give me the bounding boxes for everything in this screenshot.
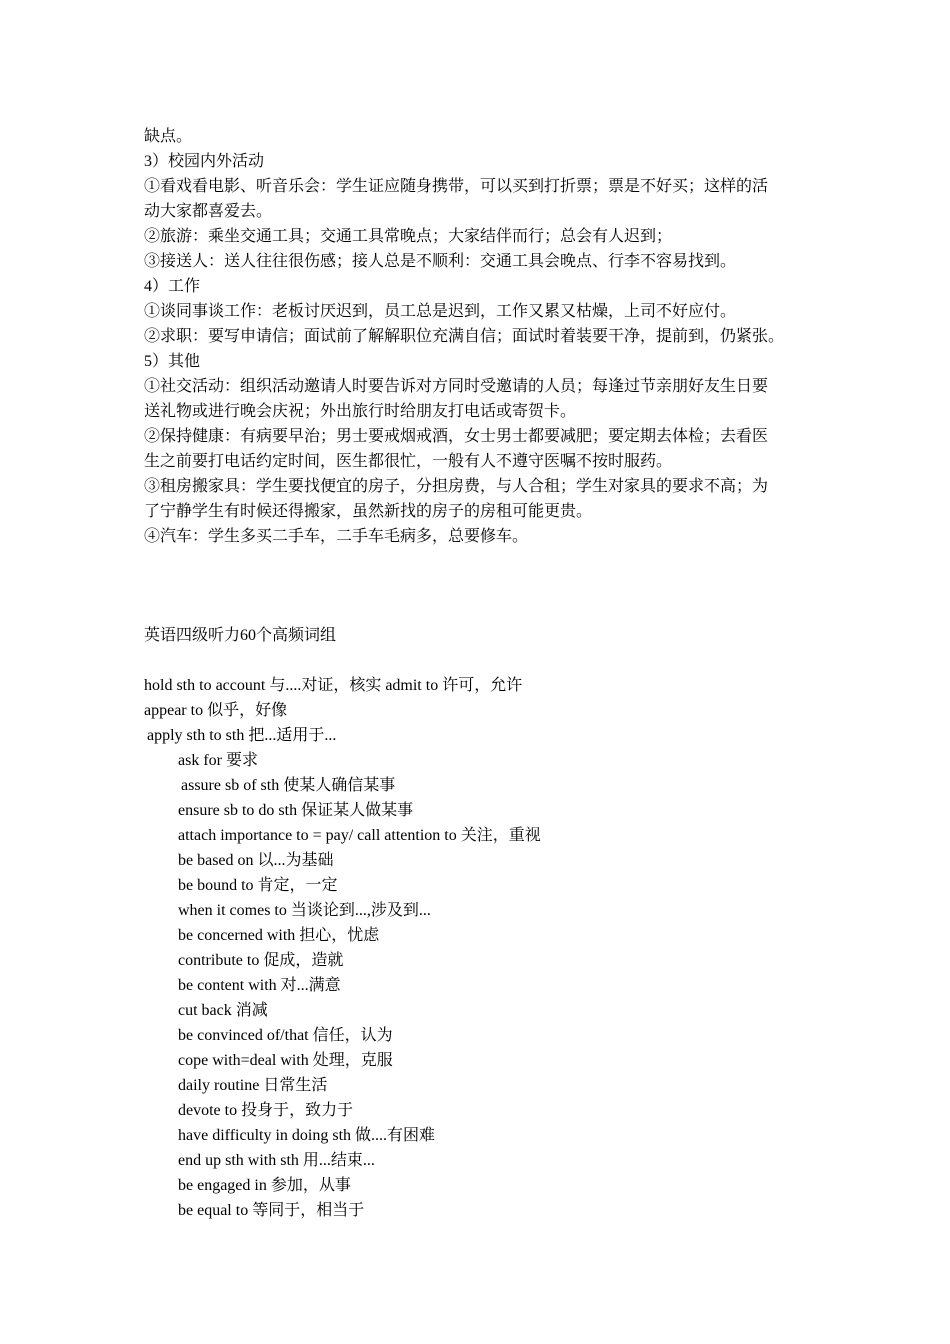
phrase-item: be concerned with 担心，忧虑	[178, 927, 380, 944]
phrase-item: ask for 要求	[178, 752, 258, 769]
text-line: ②保持健康：有病要早治；男士要戒烟戒酒，女士男士都要减肥；要定期去体检；去看医	[144, 428, 769, 445]
phrase-item: hold sth to account 与....对证，核实 admit to 许可，允许	[144, 677, 523, 694]
phrase-item: end up sth with sth 用...结束...	[178, 1152, 375, 1169]
phrase-item: be based on 以...为基础	[178, 852, 334, 869]
phrase-item: cope with=deal with 处理，克服	[178, 1052, 393, 1069]
phrase-item: devote to 投身于，致力于	[178, 1102, 354, 1119]
text-line: 生之前要打电话约定时间，医生都很忙，一般有人不遵守医嘱不按时服药。	[144, 453, 673, 470]
phrase-item: be convinced of/that 信任，认为	[178, 1027, 393, 1044]
text-line: 送礼物或进行晚会庆祝；外出旅行时给朋友打电话或寄贺卡。	[144, 403, 577, 420]
phrase-item: be content with 对...满意	[178, 977, 341, 994]
text-line: ①社交活动：组织活动邀请人时要告诉对方同时受邀请的人员；每逢过节亲朋好友生日要	[144, 378, 769, 395]
subheading-campus-activities: 3）校园内外活动	[144, 153, 265, 170]
text-line: ④汽车：学生多买二手车，二手车毛病多，总要修车。	[144, 528, 529, 545]
text-line: ③租房搬家具：学生要找便宜的房子，分担房费，与人合租；学生对家具的要求不高；为	[144, 478, 769, 495]
phrase-item: ensure sb to do sth 保证某人做某事	[178, 802, 414, 819]
text-line: ①谈同事谈工作：老板讨厌迟到，员工总是迟到，工作又累又枯燥，上司不好应付。	[144, 303, 737, 320]
phrase-item: assure sb of sth 使某人确信某事	[181, 777, 396, 794]
phrase-item: have difficulty in doing sth 做....有困难	[178, 1127, 436, 1144]
phrase-item: cut back 消减	[178, 1002, 268, 1019]
text-line: 动大家都喜爱去。	[144, 203, 273, 220]
text-line: ③接送人：送人往往很伤感；接人总是不顺利：交通工具会晚点、行李不容易找到。	[144, 253, 737, 270]
phrase-item: be equal to 等同于，相当于	[178, 1202, 365, 1219]
text-line: ②旅游：乘坐交通工具；交通工具常晚点；大家结伴而行；总会有人迟到；	[144, 228, 673, 245]
phrase-item: apply sth to sth 把...适用于...	[147, 727, 337, 744]
subheading-other: 5）其他	[144, 353, 201, 370]
phrase-item: daily routine 日常生活	[178, 1077, 328, 1094]
phrase-item: be engaged in 参加，从事	[178, 1177, 351, 1194]
section-title: 英语四级听力60个高频词组	[144, 627, 337, 644]
text-line: 缺点。	[144, 128, 193, 145]
phrase-item: appear to 似乎，好像	[144, 702, 288, 719]
text-line: ②求职：要写申请信；面试前了解解职位充满自信；面试时着装要干净，提前到，仍紧张。	[144, 328, 785, 345]
text-line: 了宁静学生有时候还得搬家，虽然新找的房子的房租可能更贵。	[144, 503, 593, 520]
phrase-item: contribute to 促成，造就	[178, 952, 344, 969]
text-line: ①看戏看电影、听音乐会：学生证应随身携带，可以买到打折票；票是不好买；这样的活	[144, 178, 769, 195]
phrase-item: when it comes to 当谈论到...,涉及到...	[178, 902, 431, 919]
subheading-work: 4）工作	[144, 278, 201, 295]
phrase-item: attach importance to = pay/ call attention to 关注，重视	[178, 827, 541, 844]
phrase-item: be bound to 肯定，一定	[178, 877, 338, 894]
